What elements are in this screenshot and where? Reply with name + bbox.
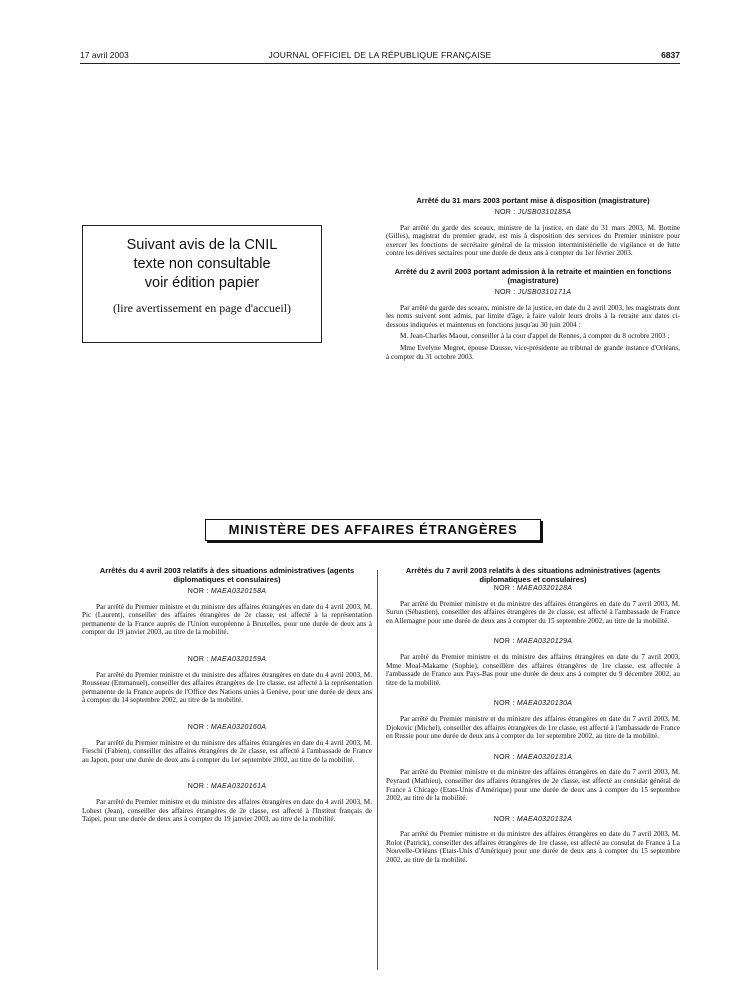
ministry-heading: MINISTÈRE DES AFFAIRES ÉTRANGÈRES [205,519,541,541]
nor-code: JUSB0310171A [517,288,572,296]
nor-label: NOR : [493,585,515,592]
nor-label: NOR : [187,588,209,595]
left-column [82,566,372,827]
cnil-note: (lire avertissement en page d'accueil) [112,301,292,315]
cnil-notice-box [82,225,322,343]
entry-text: Par arrêté du Premier ministre et du ministre des affaires étrangères en date du 7 avril 2003, M. Peyraud (Mathieu), conseiller des affaires étrangères de 2e classe, est affecté au consulat général de France à Chicago (Etats-Unis d'Amérique) pour une durée de deux ans à compter du 15 septembre 2002, au titre de la mobilité. [386,768,680,803]
nor-code: MAEA0320130A [516,700,573,708]
entry-text: Par arrêté du Premier ministre et du ministre des affaires étrangères en date du 4 avril 2003, M. Rousseau (Emmanuel), conseiller des affaires étrangères de 1re classe, est affecté à la représentation permanente de la France auprès de l'Office des Nations unies à Genève, pour une durée de deux ans à compter du 14 septembre 2002, au titre de la mobilité. [82,670,372,705]
column-title: Arrêtés du 4 avril 2003 relatifs à des situations administratives (agents diplomatiques et consulaires) [99,566,355,584]
nor-code: MAEA0320128A [516,585,573,592]
nor-code: MAEA0320160A [210,723,267,731]
article-title: Arrêté du 31 mars 2003 portant mise à disposition (magistrature) [416,196,650,205]
nor-label: NOR : [494,209,516,216]
cnil-line-2: texte non consultable [133,256,271,272]
header-date: 17 avril 2003 [80,50,129,60]
header-page-number: 6837 [661,50,680,60]
nor-label: NOR : [187,723,209,731]
column-title: Arrêtés du 7 avril 2003 relatifs à des situations administratives (agents diplomatiques et consulaires) [405,566,661,584]
article-paragraph: Par arrêté du garde des sceaux, ministre de la justice, en date du 31 mars 2003, M. Bottine (Gilles), magistrat du premier grade, est mis à disposition des services du Premier ministre pour exercer les fonctions de secrétaire général de la mission interministérielle de vigilance et de lutte contre les dérives sectaires pour une durée de deux ans à compter du 1er février 2003. [386,223,680,258]
nor-reference [386,816,680,825]
nor-reference [82,588,372,597]
column-divider [377,570,378,970]
nor-label: NOR : [493,753,515,761]
nor-code: MAEA0320129A [516,638,573,646]
page-header [80,50,680,64]
cnil-line-1: Suivant avis de la CNIL [126,237,278,253]
top-right-column [386,196,680,364]
nor-label: NOR : [493,638,515,646]
entry-text: Par arrêté du Premier ministre et du ministre des affaires étrangères en date du 4 avril 2003, M. Fieschi (Fabien), conseiller des affaires étrangères de 2e classe, est affecté à l'ambassade de France au Japon, pour une durée de deux ans à compter du 1er septembre 2002, au titre de la mobilité. [82,738,372,764]
nor-reference [386,700,680,709]
nor-reference [386,289,680,298]
nor-code: MAEA0320158A [210,588,267,595]
article-paragraph: M. Jean-Charles Maout, conseiller à la cour d'appel de Rennes, à compter du 8 octobre 2003 ; [400,332,670,341]
entry-text: Par arrêté du Premier ministre et du ministre des affaires étrangères en date du 4 avril 2003, M. Pic (Laurent), conseiller des affaires étrangères de 2e classe, est affecté à la représentation permanente de la France auprès de l'Union européenne à Bruxelles, pour une durée de deux ans à compter du 19 janvier 2003, au titre de la mobilité. [82,602,372,637]
nor-code: MAEA0320161A [210,783,267,791]
nor-code: MAEA0320159A [210,655,267,663]
header-title: JOURNAL OFFICIEL DE LA RÉPUBLIQUE FRANÇAISE [268,50,492,60]
nor-reference [82,724,372,733]
right-column [386,566,680,868]
nor-label: NOR : [494,288,516,296]
nor-label: NOR : [493,700,515,708]
nor-label: NOR : [187,655,209,663]
article-paragraph: Mme Evelyne Megret, épouse Dausse, vice-présidente au tribunal de grande instance d'Orléans, à compter du 31 octobre 2003. [386,343,680,361]
nor-reference [386,754,680,763]
nor-label: NOR : [187,783,209,791]
entry-text: Par arrêté du Premier ministre et du ministre des affaires étrangères en date du 7 avril 2003, M. Djokovic (Michel), conseiller des affaires étrangères de 1re classe, est affecté à l'ambassade de France en Russie pour une durée de deux ans à compter du 1er septembre 2002, au titre de la mobilité. [386,714,680,741]
nor-code: JUSB0310185A [517,209,572,216]
nor-reference [386,585,680,594]
header-rule [80,63,680,64]
nor-code: MAEA0320132A [516,815,573,823]
article-paragraph: Par arrêté du garde des sceaux, ministre de la justice, en date du 2 avril 2003, les magistrats dont les noms suivent sont admis, par limite d'âge, à faire valoir leurs droits à la retraite aux dates ci-dessous indiquées et maintenus en fonctions jusqu'au 30 juin 2004 : [386,303,680,329]
entry-text: Par arrêté du Premier ministre et du ministre des affaires étrangères en date du 7 avril 2003, Mme Moal-Makame (Sophie), conseillère des affaires étrangères de 1re classe, est affectée à l'ambassade de France aux Pays-Bas pour une durée de deux ans à compter du 9 décembre 2002, au titre de la mobilité. [386,652,680,687]
nor-label: NOR : [493,815,515,823]
nor-reference [386,209,680,218]
article-title: Arrêté du 2 avril 2003 portant admission à la retraite et maintien en fonctions (magistrature) [394,266,672,285]
entry-text: Par arrêté du Premier ministre et du ministre des affaires étrangères en date du 7 avril 2003, M. Surun (Sébastien), conseiller des affaires étrangères de 2e classe, est affecté à l'ambassade de France en Allemagne pour une durée de deux ans à compter du 15 septembre 2002, au titre de la mobilité. [386,599,680,625]
nor-reference [82,656,372,665]
entry-text: Par arrêté du Premier ministre et du ministre des affaires étrangères en date du 4 avril 2003, M. Lohest (Jean), conseiller des affaires étrangères de 2e classe, est affecté à l'Institut français de Taipei, pour une durée de deux ans à compter du 19 janvier 2003, au titre de la mobilité. [82,797,372,824]
nor-reference [386,638,680,647]
nor-reference [82,783,372,792]
entry-text: Par arrêté du Premier ministre et du ministre des affaires étrangères en date du 7 avril 2003, M. Rolot (Patrick), conseiller des affaires étrangères de 1re classe, est affecté au consulat de France à La Nouvelle-Orléans (Etats-Unis d'Amérique) pour une durée de deux ans à compter du 15 septembre 2002, au titre de la mobilité. [386,830,680,865]
cnil-line-3: voir édition papier [144,275,260,291]
nor-code: MAEA0320131A [516,753,573,761]
